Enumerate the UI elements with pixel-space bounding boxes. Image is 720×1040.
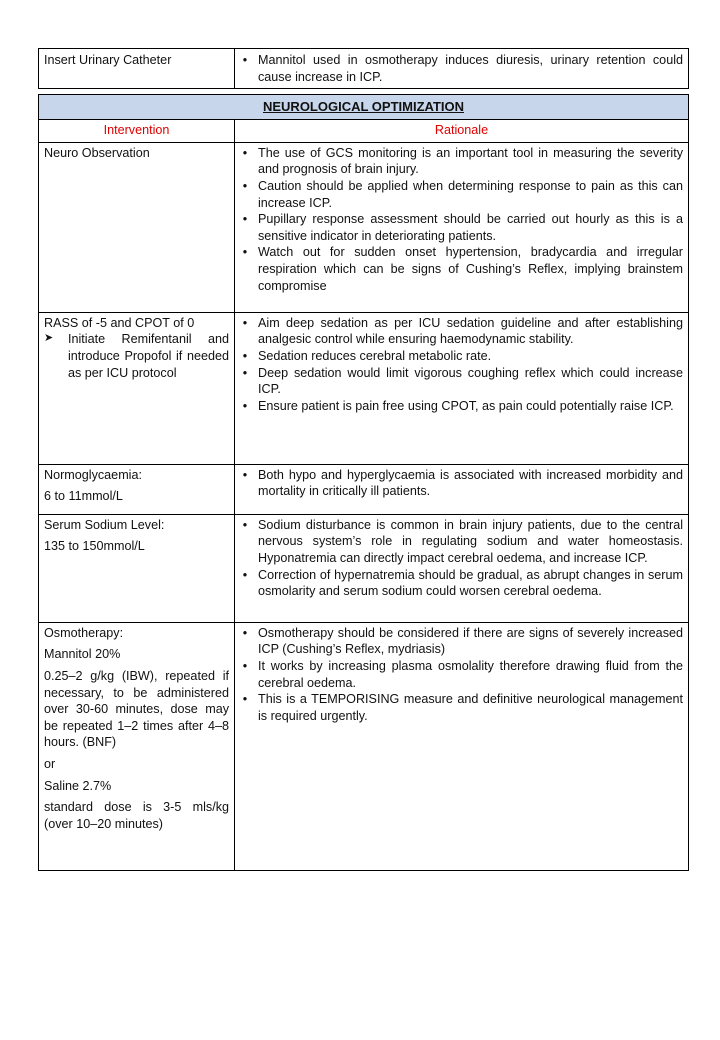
rationale-list: [240, 145, 683, 294]
rationale-list: [240, 315, 683, 415]
rationale-item: • It works by increasing plasma osmolality therefore drawing fluid from the cerebral oedema.: [258, 658, 683, 691]
rationale-item: • This is a TEMPORISING measure and definitive neurological management is required urgently.: [258, 691, 683, 724]
table-row: [39, 464, 689, 514]
rationale-item: • Watch out for sudden onset hypertension, bradycardia and irregular respiration which can be signs of Cushing’s Reflex, implying brainstem compromise: [258, 244, 683, 294]
rationale-cell: [235, 312, 689, 464]
mannitol-label: Mannitol 20%: [44, 647, 121, 662]
rationale-list: [240, 467, 683, 500]
intervention-text: Insert Urinary Catheter: [44, 53, 172, 67]
table-row: [39, 142, 689, 312]
table-row: [39, 514, 689, 622]
rationale-item: • Osmotherapy should be considered if there are signs of severely increased ICP (Cushing’s Reflex, mydriasis): [258, 625, 683, 658]
intervention-step-text: Initiate Remifentanil and introduce Propofol if needed as per ICU protocol: [68, 332, 229, 380]
neuro-optimization-table: [38, 94, 689, 871]
intervention-title: Serum Sodium Level:: [44, 517, 165, 532]
table-row: [39, 622, 689, 870]
rationale-item: • Caution should be applied when determining response to pain as this can increase ICP.: [258, 178, 683, 211]
intervention-cell: [39, 312, 235, 464]
rationale-cell: [235, 464, 689, 514]
catheter-table: [38, 48, 689, 89]
intervention-title: RASS of -5 and CPOT of 0: [44, 315, 195, 330]
section-header-row: [39, 95, 689, 120]
column-header-rationale: Rationale: [235, 120, 689, 143]
intervention-title: Normoglycaemia:: [44, 467, 142, 482]
or-label: or: [44, 757, 56, 772]
intervention-value: 135 to 150mmol/L: [44, 539, 145, 554]
rationale-cell: [235, 49, 689, 89]
arrow-bullet-icon: ➤: [44, 332, 54, 345]
rationale-cell: [235, 514, 689, 622]
intervention-text: Neuro Observation: [44, 145, 150, 160]
saline-dose: standard dose is 3-5 mls/kg (over 10–20 minutes): [44, 800, 229, 831]
rationale-item: • Sodium disturbance is common in brain injury patients, due to the central nervous system’s role in regulating sodium and water homeostasis. Hyponatremia can directly impact cerebral oedema, and increase ICP.: [258, 517, 683, 567]
intervention-step: [44, 331, 229, 381]
intervention-cell: [39, 464, 235, 514]
saline-label: Saline 2.7%: [44, 778, 112, 793]
intervention-cell: [39, 514, 235, 622]
intervention-cell: [39, 142, 235, 312]
mannitol-dose: 0.25–2 g/kg (IBW), repeated if necessary, to be administered over 30-60 minutes, dose may be repeated 1–2 times after 4–8 hours. (BNF): [44, 668, 229, 750]
column-header-intervention: Intervention: [39, 120, 235, 143]
rationale-list: [240, 625, 683, 725]
intervention-title: Osmotherapy:: [44, 625, 124, 640]
rationale-list: [240, 52, 683, 85]
column-header-row: [39, 120, 689, 143]
rationale-cell: [235, 142, 689, 312]
section-title: NEUROLOGICAL OPTIMIZATION: [39, 95, 689, 120]
rationale-item: • Aim deep sedation as per ICU sedation guideline and after establishing analgesic control while ensuring haemodynamic stability.: [258, 315, 683, 348]
rationale-item: • Pupillary response assessment should be carried out hourly as this is a sensitive indicator in deteriorating patients.: [258, 211, 683, 244]
table-row: [39, 312, 689, 464]
rationale-cell: [235, 622, 689, 870]
rationale-item: • The use of GCS monitoring is an important tool in measuring the severity and prognosis of brain injury.: [258, 145, 683, 178]
rationale-item: • Deep sedation would limit vigorous coughing reflex which could increase ICP.: [258, 365, 683, 398]
rationale-item: • Both hypo and hyperglycaemia is associated with increased morbidity and mortality in critically ill patients.: [258, 467, 683, 500]
intervention-cell: [39, 622, 235, 870]
rationale-item: • Mannitol used in osmotherapy induces diuresis, urinary retention could cause increase in ICP.: [258, 52, 683, 85]
intervention-value: 6 to 11mmol/L: [44, 489, 123, 504]
rationale-item: • Ensure patient is pain free using CPOT, as pain could potentially raise ICP.: [258, 398, 683, 415]
table-row: [39, 49, 689, 89]
rationale-list: [240, 517, 683, 600]
rationale-item: • Correction of hypernatremia should be gradual, as abrupt changes in serum osmolarity and serum sodium could worsen cerebral oedema.: [258, 567, 683, 600]
intervention-cell: [39, 49, 235, 89]
rationale-item: • Sedation reduces cerebral metabolic rate.: [258, 348, 683, 365]
